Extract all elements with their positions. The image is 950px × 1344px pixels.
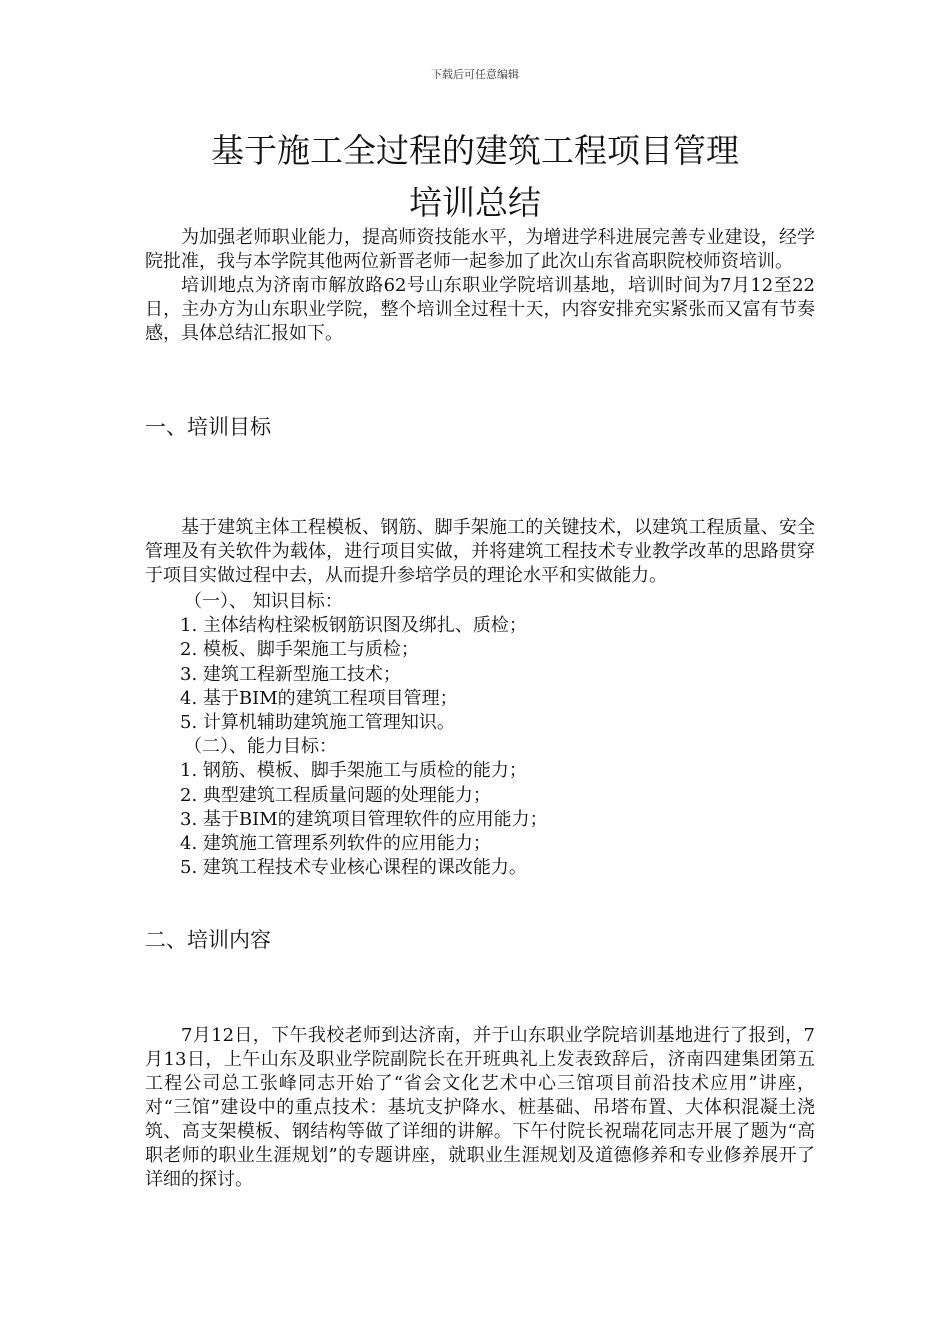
document-subtitle: 培训总结 xyxy=(409,183,541,222)
goals-list-block xyxy=(180,590,820,880)
list-item: 1. 钢筋、模板、脚手架施工与质检的能力； xyxy=(180,760,527,782)
list-item: 3. 建筑工程新型施工技术； xyxy=(180,663,401,685)
goals-paragraph: 基于建筑主体工程模板、钢筋、脚手架施工的关键技术，以建筑工程质量、安全管理及有关软件为载体，进行项目实做，并将建筑工程技术专业教学改革的思路贯穿于项目实做过程中去，从而提升参培学员的理论水平和实做能力。 xyxy=(145,517,815,586)
document-title: 基于施工全过程的建筑工程项目管理 xyxy=(211,131,739,170)
list-item: 3. 基于BIM的建筑项目管理软件的应用能力； xyxy=(180,808,548,830)
section-heading-goals: 一、培训目标 xyxy=(145,415,271,439)
list-item: 2. 典型建筑工程质量问题的处理能力； xyxy=(180,784,491,806)
knowledge-goals-heading: （一）、 知识目标： xyxy=(184,591,343,612)
list-item: 5. 计算机辅助建筑施工管理知识。 xyxy=(180,712,455,734)
header-note: 下载后可任意编辑 xyxy=(431,68,519,81)
intro-paragraph-1: 为加强老师职业能力，提高师资技能水平，为增进学科进展完善专业建设，经学院批准，我与本学院其他两位新晋老师一起参加了此次山东省高职院校师资培训。 xyxy=(145,227,815,272)
section-heading-content: 二、培训内容 xyxy=(145,928,271,952)
list-item: 5. 建筑工程技术专业核心课程的课改能力。 xyxy=(180,857,527,879)
intro-paragraph-2: 培训地点为济南市解放路62号山东职业学院培训基地，培训时间为7月12至22日，主办方为山东职业学院，整个培训全过程十天，内容安排充实紧张而又富有节奏感，具体总结汇报如下。 xyxy=(145,275,815,344)
ability-goals-heading: （二）、能力目标： xyxy=(184,736,337,758)
list-item: 4. 建筑施工管理系列软件的应用能力； xyxy=(180,833,491,855)
intro-section xyxy=(145,226,815,346)
content-paragraph: 7月12日，下午我校老师到达济南，并于山东职业学院培训基地进行了报到，7月13日，上午山东及职业学院副院长在开班典礼上发表致辞后，济南四建集团第五工程公司总工张峰同志开始了“省会文化艺术中心三馆项目前沿技术应用”讲座，对“三馆”建设中的重点技术：基坑支护降水、桩基础、吊塔布置、大体积混凝土浇筑、高支架模板、钢结构等做了详细的讲解。下午付院长祝瑞花同志开展了题为“高职老师的职业生涯规划”的专题讲座，就职业生涯规划及道德修养和专业修养展开了详细的探讨。 xyxy=(145,1025,815,1190)
list-item: 2. 模板、脚手架施工与质检； xyxy=(180,639,419,661)
list-item: 4. 基于BIM的建筑工程项目管理； xyxy=(180,687,458,709)
list-item: 1. 主体结构柱梁板钢筋识图及绑扎、质检； xyxy=(180,615,527,637)
content-paragraph-block xyxy=(145,1024,815,1192)
goals-paragraph-block xyxy=(145,516,815,588)
